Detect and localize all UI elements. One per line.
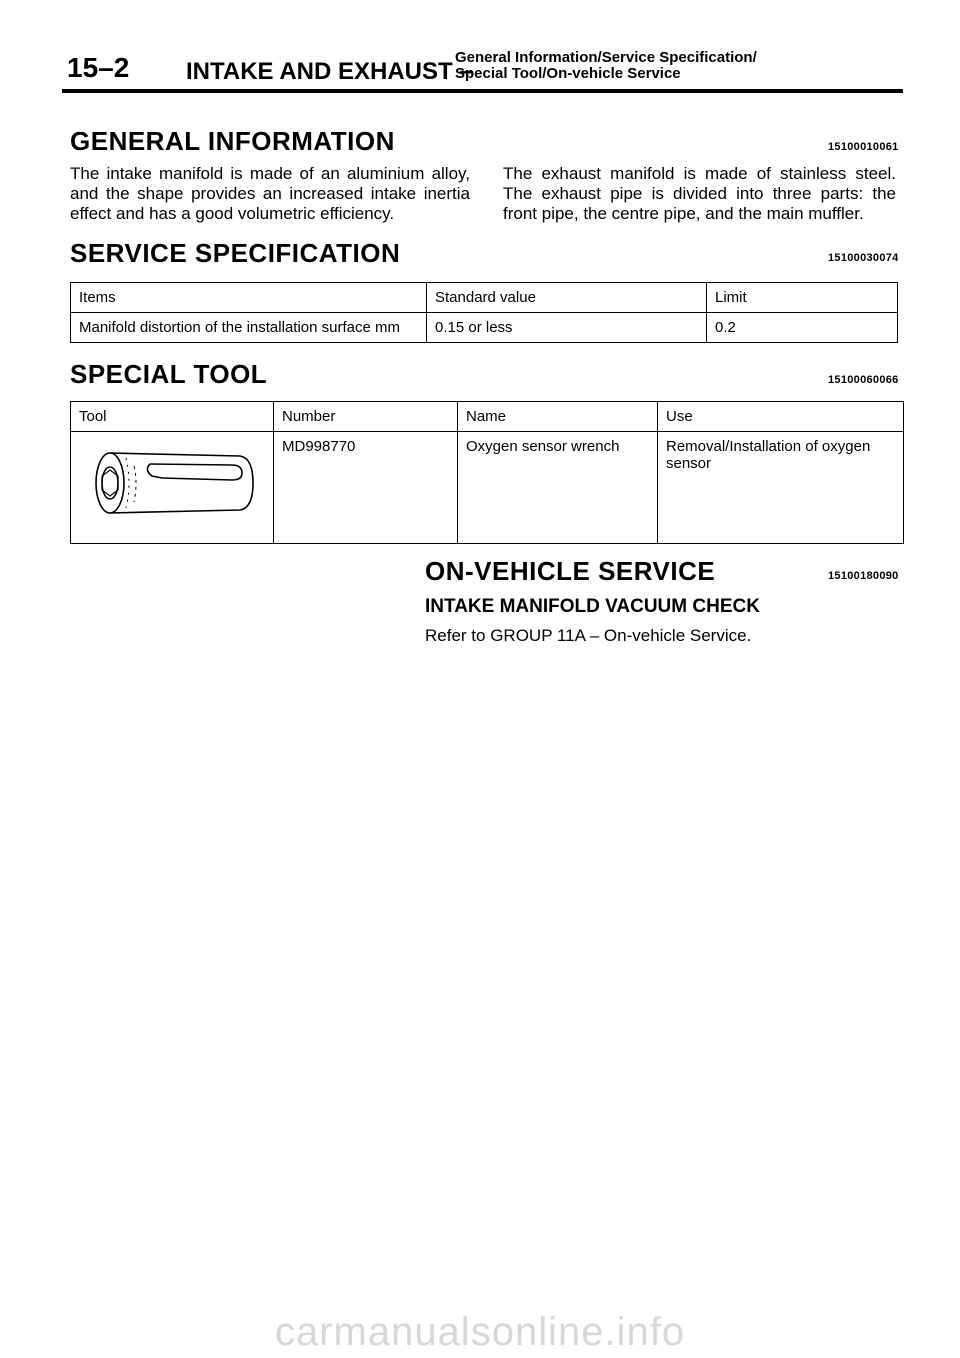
cell-use: Removal/Installation of oxygen sensor bbox=[658, 432, 904, 544]
on-vehicle-heading: ON-VEHICLE SERVICE bbox=[425, 556, 716, 586]
service-spec-code: 15100030074 bbox=[828, 252, 899, 264]
vacuum-check-subheading: INTAKE MANIFOLD VACUUM CHECK bbox=[425, 596, 760, 617]
header-rule bbox=[62, 89, 903, 93]
page-header bbox=[0, 0, 960, 100]
vacuum-check-text: Refer to GROUP 11A – On-vehicle Service. bbox=[425, 626, 752, 645]
general-info-heading: GENERAL INFORMATION bbox=[70, 126, 395, 156]
col-tool: Tool bbox=[71, 402, 274, 432]
on-vehicle-code: 15100180090 bbox=[828, 570, 899, 582]
service-spec-heading: SERVICE SPECIFICATION bbox=[70, 238, 401, 268]
section-title: INTAKE AND EXHAUST – bbox=[186, 58, 473, 85]
cell-number: MD998770 bbox=[274, 432, 458, 544]
general-info-right-text: The exhaust manifold is made of stainless steel. The exhaust pipe is divided into three parts: the front pipe, the centre pipe, and the main muffler. bbox=[503, 164, 896, 223]
cell-name: Oxygen sensor wrench bbox=[458, 432, 658, 544]
col-name: Name bbox=[458, 402, 658, 432]
section-subtitle bbox=[455, 50, 757, 82]
table-row bbox=[71, 313, 898, 343]
col-number: Number bbox=[274, 402, 458, 432]
special-tool-code: 15100060066 bbox=[828, 374, 899, 386]
cell-limit: 0.2 bbox=[707, 313, 898, 343]
watermark: carmanualsonline.info bbox=[274, 1309, 686, 1354]
cell-standard-value: 0.15 or less bbox=[427, 313, 707, 343]
table-header-row bbox=[71, 402, 904, 432]
special-tool-heading: SPECIAL TOOL bbox=[70, 359, 268, 389]
cell-item: Manifold distortion of the installation surface mm bbox=[71, 313, 427, 343]
table-header-row bbox=[71, 283, 898, 313]
general-info-code: 15100010061 bbox=[828, 141, 899, 153]
col-standard-value: Standard value bbox=[427, 283, 707, 313]
service-spec-table bbox=[70, 282, 898, 343]
section-subtitle-line1: General Information/Service Specification/ bbox=[455, 49, 757, 66]
col-use: Use bbox=[658, 402, 904, 432]
oxygen-sensor-wrench-icon bbox=[90, 440, 260, 525]
col-limit: Limit bbox=[707, 283, 898, 313]
section-subtitle-line2: Special Tool/On-vehicle Service bbox=[455, 65, 681, 82]
general-info-left-text: The intake manifold is made of an aluminium alloy, and the shape provides an increased intake inertia effect and has a good volumetric efficiency. bbox=[70, 164, 470, 223]
page-number: 15–2 bbox=[67, 52, 130, 83]
col-items: Items bbox=[71, 283, 427, 313]
